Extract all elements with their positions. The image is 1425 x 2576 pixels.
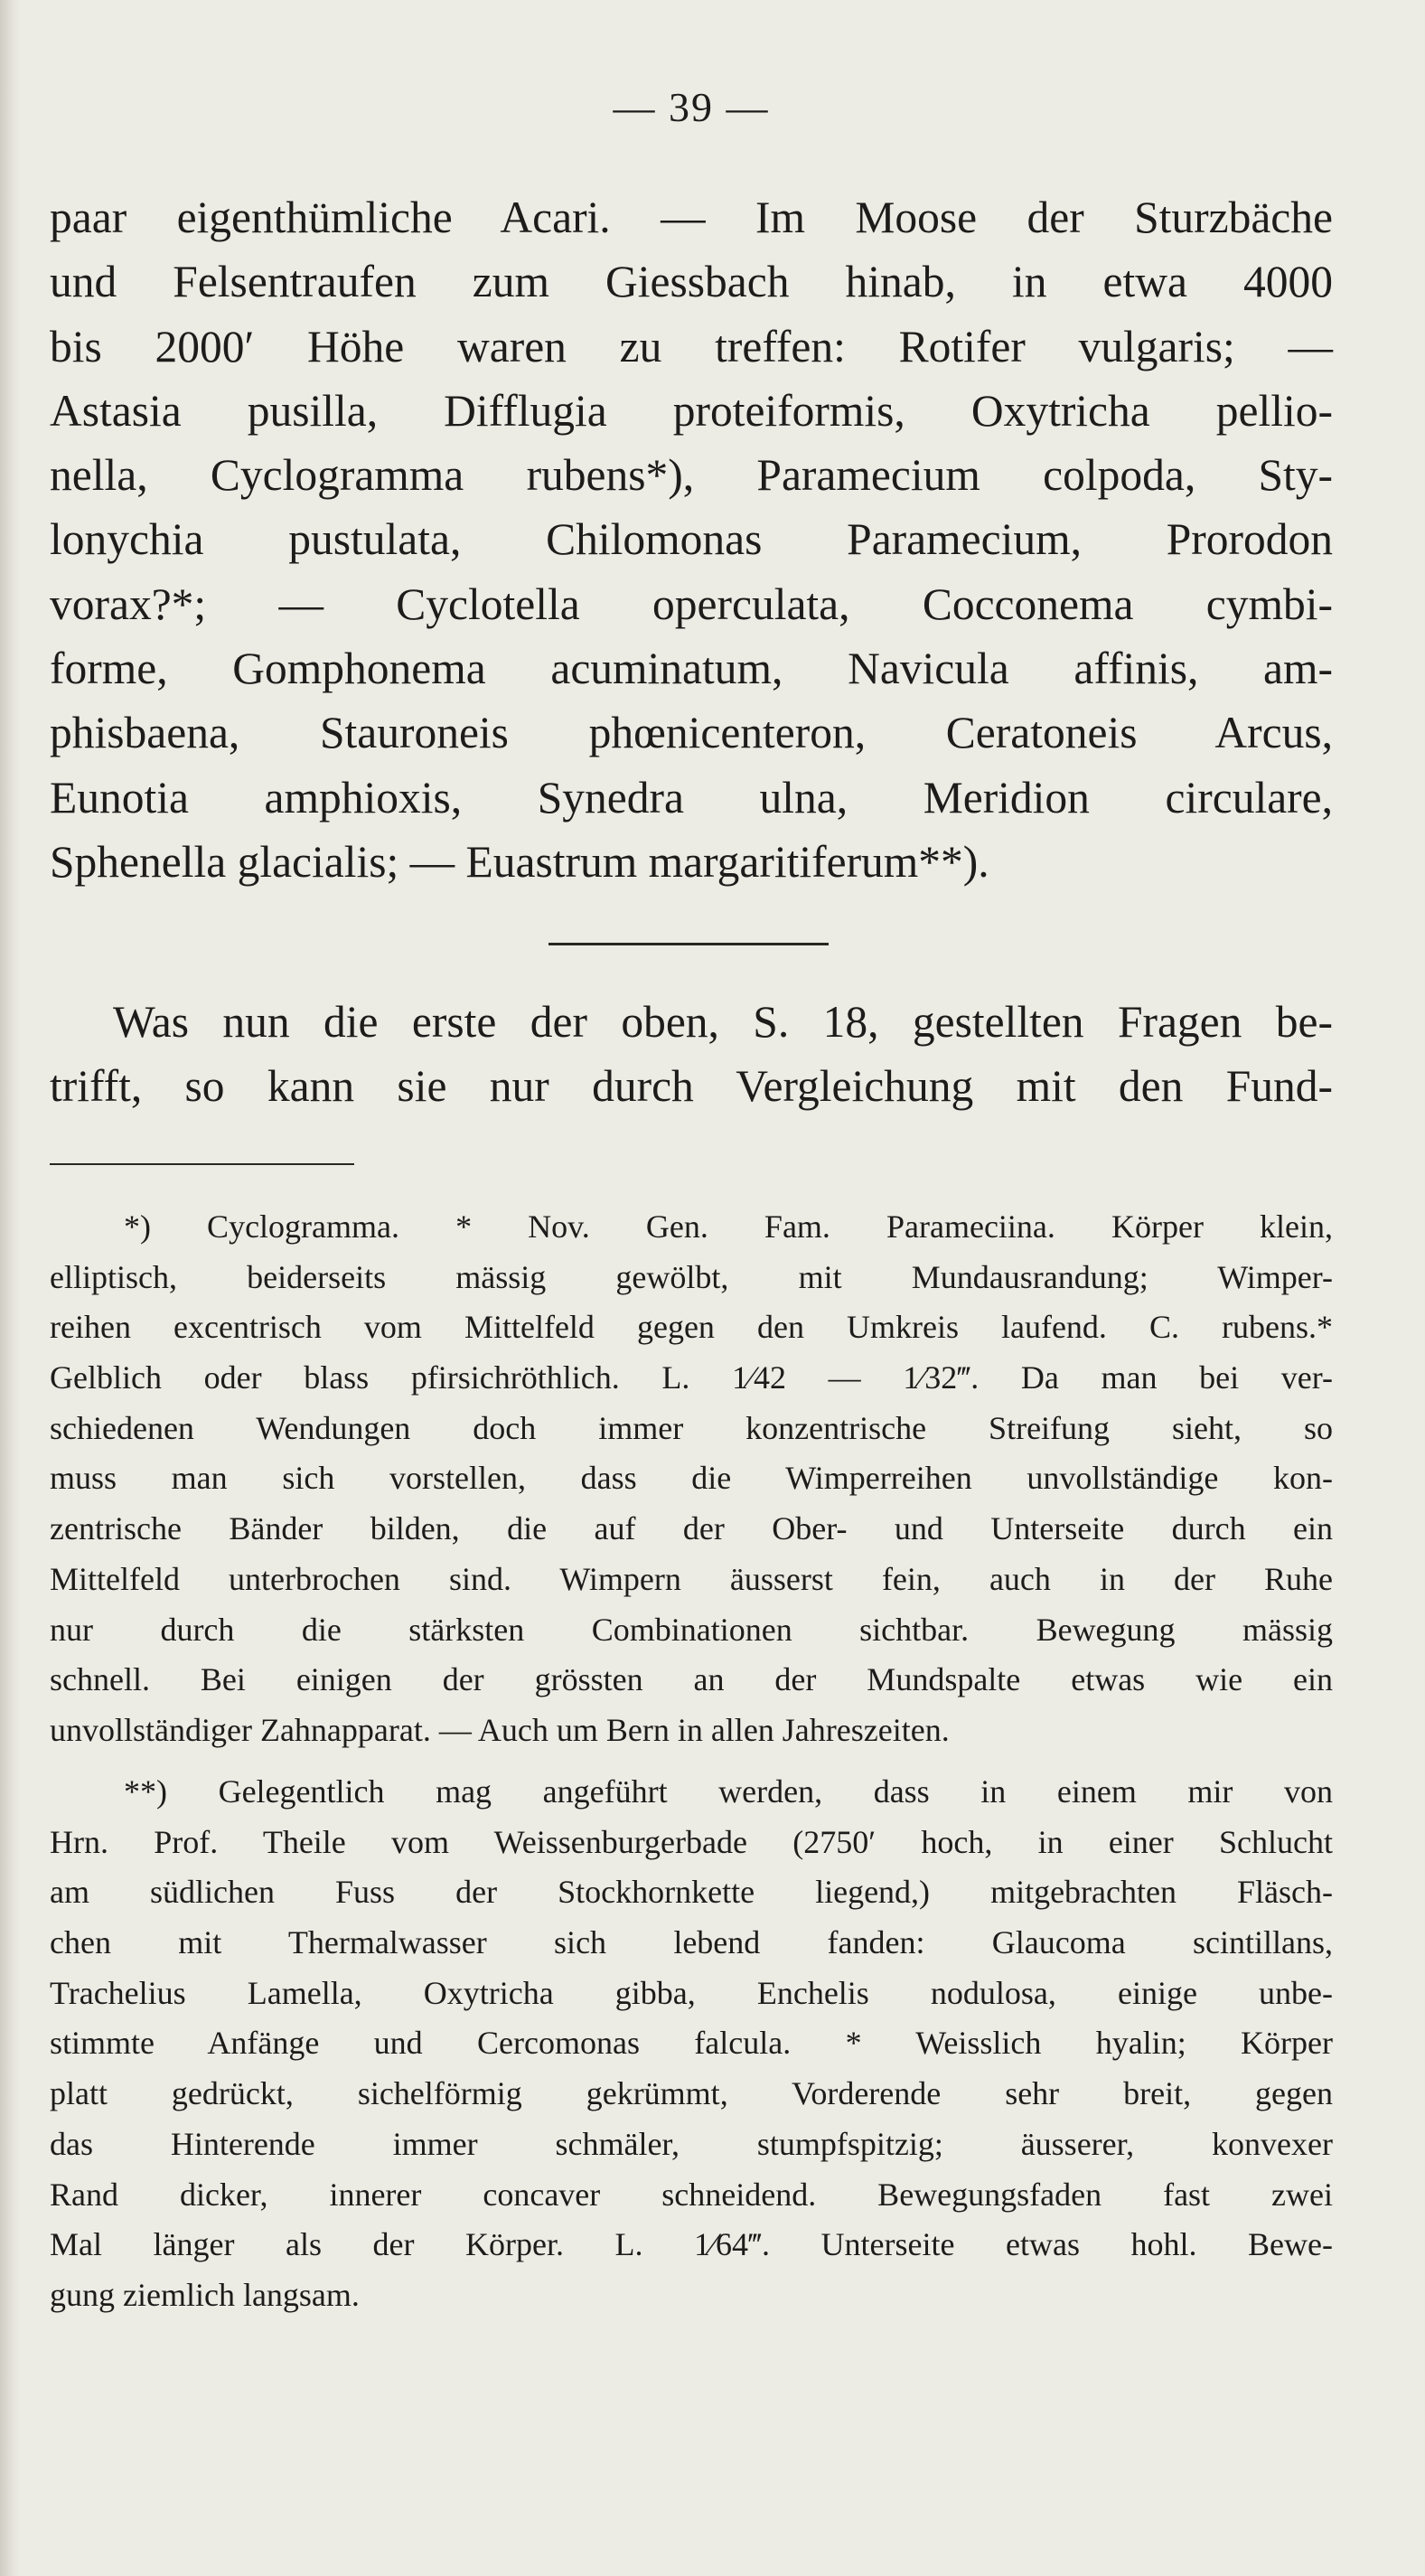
page-edge-shadow (0, 0, 20, 2576)
footnote-line: Trachelius Lamella, Oxytricha gibba, Enchelis nodulosa, einige unbe- (50, 1974, 1333, 2011)
footnote-line: Gelblich oder blass pfirsichröthlich. L. 1⁄42 — 1⁄32‴. Da man bei ver- (50, 1359, 1333, 1396)
paragraph-question (50, 990, 1333, 1119)
footnote-line: Mittelfeld unterbrochen sind. Wimpern äusserst fein, auch in der Ruhe (50, 1560, 1333, 1597)
footnote-line: reihen excentrisch vom Mittelfeld gegen den Umkreis laufend. C. rubens.* (50, 1309, 1333, 1346)
footnote-line: das Hinterende immer schmäler, stumpfspitzig; äusserer, konvexer (50, 2125, 1333, 2162)
section-divider (548, 943, 829, 945)
footnote-line: schnell. Bei einigen der grössten an der Mundspalte etwas wie ein (50, 1661, 1333, 1698)
text-line: trifft, so kann sie nur durch Vergleichung mit den Fund- (50, 1061, 1333, 1112)
footnote-line: gung ziemlich langsam. (50, 2276, 360, 2313)
footnote-line: am südlichen Fuss der Stockhornkette liegend,) mitgebrachten Fläsch- (50, 1874, 1333, 1911)
text-line: bis 2000′ Höhe waren zu treffen: Rotifer vulgaris; — (50, 321, 1333, 371)
text-line: Astasia pusilla, Difflugia proteiformis, Oxytricha pellio- (50, 385, 1333, 436)
paragraph-species-list (50, 185, 1333, 894)
page-number: — 39 — (613, 84, 770, 130)
text-line: nella, Cyclogramma rubens*), Paramecium colpoda, Sty- (50, 450, 1333, 501)
text-line: Sphenella glacialis; — Euastrum margaritiferum**). (50, 836, 989, 887)
text-line: Was nun die erste der oben, S. 18, gestellten Fragen be- (113, 997, 1333, 1047)
text-line: paar eigenthümliche Acari. — Im Moose der Sturzbäche (50, 193, 1333, 242)
footnote-rule (50, 1163, 354, 1165)
footnote-line: Mal länger als der Körper. L. 1⁄64‴. Unterseite etwas hohl. Bewe- (50, 2226, 1333, 2263)
footnote-line: elliptisch, beiderseits mässig gewölbt, mit Mundausrandung; Wimper- (50, 1258, 1333, 1295)
footnote-line: chen mit Thermalwasser sich lebend fanden: Glaucoma scintillans, (50, 1924, 1333, 1961)
footnote-line: Hrn. Prof. Theile vom Weissenburgerbade (2750′ hoch, in einer Schlucht (50, 1823, 1333, 1860)
footnote-line: zentrische Bänder bilden, die auf der Ober- und Unterseite durch ein (50, 1510, 1333, 1547)
footnote-line: *) Cyclogramma. * Nov. Gen. Fam. Parameciina. Körper klein, (124, 1208, 1333, 1245)
footnote-line: stimmte Anfänge und Cercomonas falcula. * Weisslich hyalin; Körper (50, 2025, 1333, 2062)
text-line: vorax?*; — Cyclotella operculata, Cocconema cymbi- (50, 578, 1333, 629)
text-line: phisbaena, Stauroneis phœnicenteron, Ceratoneis Arcus, (50, 708, 1333, 758)
footnote-line: schiedenen Wendungen doch immer konzentrische Streifung sieht, so (50, 1409, 1333, 1446)
footnote-line: Rand dicker, innerer concaver schneidend. Bewegungsfaden fast zwei (50, 2176, 1333, 2213)
book-page (50, 0, 1333, 2576)
footnote-line: platt gedrückt, sichelförmig gekrümmt, Vorderende sehr breit, gegen (50, 2075, 1333, 2112)
footnote-cyclogramma (50, 1202, 1333, 1756)
footnote-line: muss man sich vorstellen, dass die Wimperreihen unvollständige kon- (50, 1460, 1333, 1497)
footnote-weissenburgerbade (50, 1767, 1333, 2321)
text-line: und Felsentraufen zum Giessbach hinab, in etwa 4000 (50, 257, 1333, 307)
footnote-line: **) Gelegentlich mag angeführt werden, dass in einem mir von (124, 1773, 1333, 1810)
footnote-line: nur durch die stärksten Combinationen sichtbar. Bewegung mässig (50, 1611, 1333, 1648)
text-line: lonychia pustulata, Chilomonas Paramecium, Prorodon (50, 514, 1333, 565)
text-line: forme, Gomphonema acuminatum, Navicula affinis, am- (50, 644, 1333, 694)
text-line: Eunotia amphioxis, Synedra ulna, Meridion circulare, (50, 772, 1333, 823)
footnote-line: unvollständiger Zahnapparat. — Auch um Bern in allen Jahreszeiten. (50, 1711, 950, 1748)
